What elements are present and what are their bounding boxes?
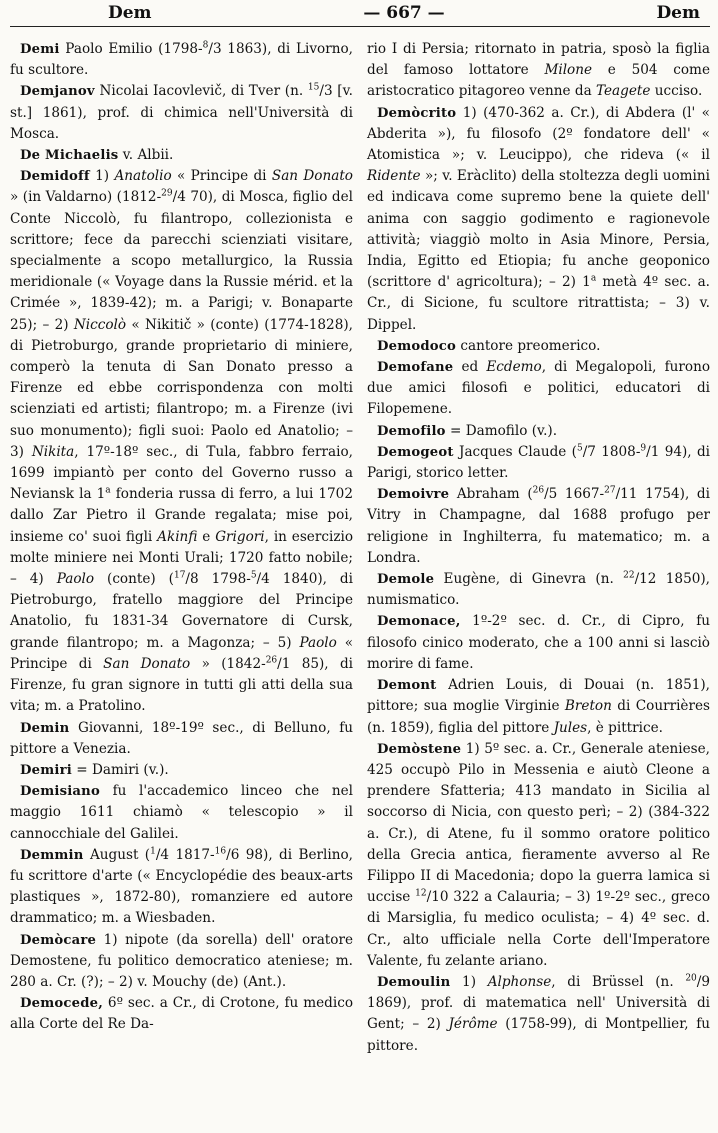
entry-superscript: 26 [532,485,545,496]
entry-text: 1º-2º sec. d. Cr., di Cipro, fu filosofo cinico moderato, che a 100 anni si lasciò morire di fame. [367,613,710,672]
entry-headword: Demofilo [377,423,446,439]
entry-text: (conte) ( [94,571,174,588]
entry-text: e 504 come aristocratico pitagoreo venne da [367,62,710,100]
entry-superscript: 20 [685,973,697,984]
dictionary-entry [367,442,710,484]
entry-italic: Jérôme [448,1016,498,1033]
entry-headword: Demmin [20,847,84,863]
entry-italic: Breton [564,698,612,715]
entry-headword: Democede, [20,996,103,1012]
dictionary-entry [367,103,710,336]
entry-superscript: 12 [415,888,427,899]
dictionary-entry [367,611,710,675]
entry-text: »; v. Eràclito) della stoltezza degli uomini ed indicava come supremo bene la quiete dell' anima con saggio godimento e ragionevole attività; viaggiò molto in Asia Minore, Persia, India, Egitto ed Etiopia; fu anche geoponico (scrittore d' agricoltura); – 2) 1 [367,168,710,291]
entry-superscript: 8 [202,40,209,51]
entry-text: 1) 5º sec. a. Cr., Generale ateniese, 425 occupò Pilo in Messenia e aiutò Cleone a prendere Sfatteria; 413 mandato in Sicilia al soccorso di Nicia, con questo perì; – 2) (384-322 a. Cr.), di Atene, fu il sommo oratore politico della Grecia antica, fieramente avverso al Re Filippo II di Macedonia; dopo la guerra lamica si uccise [367,740,710,906]
entry-headword: Demòcare [20,932,97,948]
entry-superscript: 9 [640,443,647,454]
entry-text: , di Brüssel (n. [551,973,686,990]
entry-text: ucciso. [650,83,703,100]
page-number: — 667 — [363,3,445,23]
entry-text: fonderia russa di ferro, a lui 1702 dallo Zar Pietro il Grande regalata; mise poi, insieme co' suoi figli [10,486,353,545]
entry-superscript: 5 [576,443,583,454]
entry-text: 1) nipote (da sorella) dell' oratore Demostene, fu politico democratico ateniese; m. 280 a. Cr. (?); – 2) v. Mouchy (de) (Ant.). [10,931,353,990]
entry-headword: Demoulin [377,974,451,990]
entry-text: 6º sec. a Cr., di Crotone, fu medico alla Corte del Re Da- [10,995,353,1033]
entry-text: fu l'accademico linceo che nel maggio 1611 chiamò « telescopio » il cannocchiale del Galilei. [10,783,353,842]
entry-text: Paolo Emilio (1798- [59,41,203,57]
entry-headword: De Michaelis [20,148,119,164]
entry-text: /1 85), di Firenze, fu gran signore in tutti gli atti della sua vita; m. a Pratolino. [10,655,353,715]
entry-text: /3 1863), di Livorno, fu scultore. [10,41,353,79]
entry-text: /7 1808- [582,443,641,460]
entry-text: metà 4º sec. a. Cr., di Sicione, fu scultore ritrattista; – 3) v. Dippel. [367,274,710,333]
columns [10,39,710,1057]
entry-text: ed [453,359,487,376]
entry-text: cantore preomerico. [456,337,601,354]
entry-text: /1 94), di Parigi, storico letter. [367,443,710,482]
entry-text: = Damofilo (v.). [445,422,558,439]
entry-text: Eugène, di Ginevra (n. [434,571,624,588]
entry-headword: Demiri [20,762,72,778]
entry-italic: Alphonse [487,973,552,990]
entry-superscript: 17 [173,570,186,581]
entry-superscript: 22 [623,570,635,581]
entry-italic: Paolo [56,571,95,588]
dictionary-entry [367,972,710,1057]
entry-text: /4 1840), di Pietroburgo, fratello maggiore del Principe Anatolio, fu 1831-34 Governatore di Cursk, grande filantropo; m. a Magonza; – 5) [10,571,353,651]
dictionary-entry [367,336,710,357]
entry-text: 1) (470-362 a. Cr.), di Abdera (l' « Abderita »), fu filosofo (2º fondatore dell' « Atomistica »; v. Leucippo), che rideva (« il [367,104,710,164]
entry-headword: Demonace, [377,614,461,630]
entry-text: e [197,528,216,545]
entry-text: di Courrières (n. 1859), figlia del pittore [367,698,710,736]
entry-text: , 17º-18º sec., di Tula, fabbro ferraio, 1699 impiantò per conto del Governo russo a Neviansk la 1 [10,443,353,503]
entry-italic: Jules [553,719,588,736]
entry-text: Giovanni, 18º-19º sec., di Belluno, fu pittore a Venezia. [10,719,353,757]
entry-italic: Niccolò [73,316,127,333]
entry-italic: Teagete [596,83,651,100]
entry-text: Adrien Louis, di Douai (n. 1851), pittore; sua moglie Virginie [367,677,710,715]
entry-text: /8 1798- [185,571,251,588]
dictionary-entry [10,718,353,760]
entry-text: 1) [450,973,488,990]
entry-italic: Nikita [31,443,75,460]
entry-italic: Anatolio [114,168,172,185]
dictionary-entry [367,569,710,611]
entry-text: rio I di Persia; ritornato in patria, sposò la figlia del famoso lottatore [367,41,710,79]
entry-superscript: 1 [150,846,156,857]
entry-text: /11 1754), di Vitry in Champagne, dal 1688 profugo per religione in Inghilterra, fu matematico; m. a Londra. [367,486,710,566]
dictionary-entry [367,739,710,972]
dictionary-entry [367,421,710,442]
dictionary-entry [367,484,710,569]
entry-text: v. Albii. [118,147,174,164]
entry-italic: Ecdemo [486,359,542,376]
entry-text: , in esercizio molte miniere nei Monti Urali; 1720 fatto nobile; – 4) [10,528,354,588]
entry-superscript: 15 [307,82,320,93]
header-right-guideword: Dem [656,3,700,23]
dictionary-entry [367,39,710,103]
entry-text: (1758-99), di Montpellier, fu pittore. [367,1016,711,1054]
entry-italic: Paolo [299,634,337,651]
dictionary-entry [10,166,353,717]
entry-headword: Demi [20,42,60,57]
entry-text: /4 70), di Mosca, figlio del Conte Niccolò, fu filantropo, collezionista e scrittore; fece da parecchi scienziati visitare, specialmente a scopo metallurgico, la Russia meridionale (« Voyage dans la Russie mérid. et la Crimée », 1839-42); m. a Parigi; v. Bonaparte 25); – 2) [10,189,353,333]
entry-superscript: 5 [250,570,257,581]
dictionary-entry [10,39,353,81]
dictionary-entry [367,675,710,739]
entry-superscript: 27 [604,485,616,496]
entry-headword: Demogeot [377,444,454,460]
entry-headword: Demòstene [377,741,462,757]
entry-text: » (in Valdarno) (1812- [10,189,162,206]
entry-italic: Grigori [215,528,265,545]
entry-superscript: 26 [265,655,278,666]
entry-headword: Demidoff [20,169,90,185]
right-column [367,39,710,1057]
entry-text: /9 1869), prof. di matematica nell' Università di Gent; – 2) [367,973,710,1033]
dictionary-entry [10,993,353,1035]
entry-text: 1) [89,168,115,185]
entry-text: Jacques Claude ( [453,443,577,460]
entry-italic: Akinfi [157,528,198,545]
entry-italic: San Donato [103,655,191,672]
entry-headword: Demjanov [20,84,95,100]
dictionary-entry [10,145,353,166]
entry-text: , è pittrice. [587,719,663,736]
dictionary-entry [367,357,710,421]
entry-italic: Ridente [367,168,421,185]
entry-text: August ( [83,846,151,863]
entry-headword: Demodoco [377,338,457,354]
entry-headword: Demofane [377,360,454,376]
entry-text: « Principe di [10,634,354,672]
entry-superscript: 16 [214,846,227,857]
entry-text: » (1842- [190,655,266,672]
left-column [10,39,353,1057]
entry-text: = Damiri (v.). [71,761,169,778]
page-header [10,0,710,27]
entry-text: /4 1817- [155,846,215,863]
dictionary-entry [10,930,353,994]
entry-italic: Milone [544,62,593,79]
entry-text: /3 [v. st.] 1861), prof. di chimica nell'Università di Mosca. [10,83,353,142]
entry-text: /12 1850), numismatico. [367,571,710,609]
entry-italic: San Donato [271,168,353,185]
entry-headword: Demole [377,572,435,588]
entry-text: Abraham ( [449,486,533,503]
entry-text: /6 98), di Berlino, fu scrittore d'arte (« Encyclopédie des beaux-arts plastiques », 1872-80), romanziere ed autore drammatico; m. a Wiesbaden. [10,846,353,927]
entry-text: , di Megalopoli, furono due amici filosofi e politici, educatori di Filopemene. [367,359,711,418]
entry-superscript: 29 [161,188,173,199]
entry-headword: Demont [377,678,437,694]
entry-headword: Demòcrito [377,105,457,121]
entry-headword: Demisiano [20,784,100,800]
entry-text: Nicolai Iacovlevič, di Tver (n. [94,83,308,100]
entry-headword: Demin [20,720,70,736]
entry-text: « Principe di [171,168,272,185]
entry-text: « Nikitič » (conte) (1774-1828), di Pietroburgo, grande proprietario di miniere, comperò la tenuta di San Donato presso a Firenze ed ebbe corrispondenza con molti scienziati ed artisti; filantropo; m. a Firenze (ivi suo monumento); figli suoi: Paolo ed Anatolio; – 3) [10,316,353,460]
entry-text: /5 1667- [544,486,605,503]
entry-headword: Demoivre [377,487,450,503]
entry-superscript: a [105,485,111,496]
entry-superscript: a [590,273,597,284]
dictionary-entry [10,845,353,930]
dictionary-entry [10,760,353,781]
dictionary-entry [10,81,353,145]
dictionary-entry [10,781,353,845]
header-left-guideword: Dem [108,3,152,23]
entry-text: /10 322 a Calauria; – 3) 1º-2º sec., greco di Marsiglia, fu medico oculista; – 4) 4º sec. d. Cr., alto ufficiale nella Corte dell'Imperatore Valente, fu zelante ariano. [367,889,711,969]
